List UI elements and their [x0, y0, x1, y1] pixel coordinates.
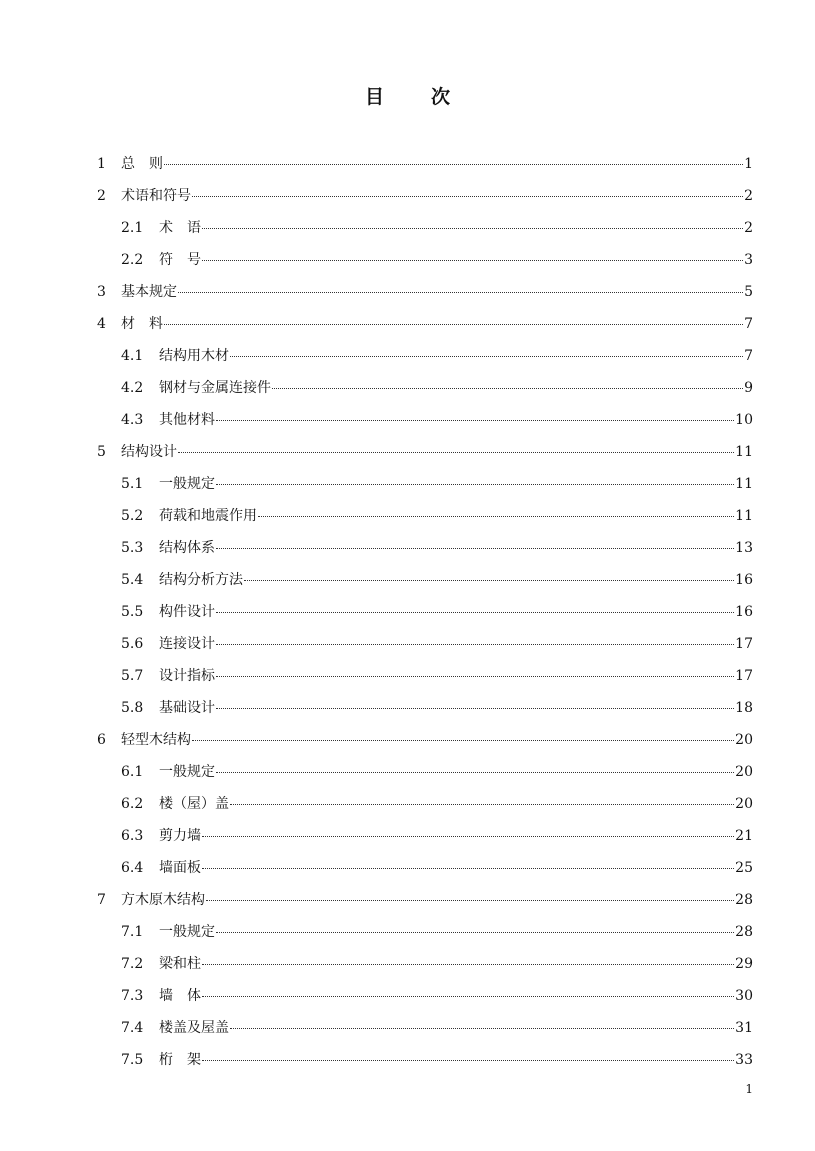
toc-entry-number: 2.2 [121, 252, 144, 268]
toc-entry[interactable] [97, 500, 753, 532]
toc-entry-number: 6.4 [121, 860, 144, 876]
toc-entry-number: 5.5 [121, 604, 144, 620]
toc-dot-leader [216, 676, 734, 677]
toc-entry-page: 16 [735, 572, 753, 588]
toc-entry-page: 20 [735, 732, 753, 748]
toc-entry-page: 16 [735, 604, 753, 620]
toc-entry-number: 4 [97, 316, 106, 332]
toc-entry-page: 30 [735, 988, 753, 1004]
toc-entry[interactable] [97, 308, 753, 340]
toc-entry[interactable] [97, 1044, 753, 1076]
toc-entry[interactable] [97, 596, 753, 628]
toc-entry[interactable] [97, 916, 753, 948]
toc-entry-number: 6.3 [121, 828, 144, 844]
toc-entry-number: 7 [97, 892, 106, 908]
toc-dot-leader [216, 772, 734, 773]
toc-entry[interactable] [97, 884, 753, 916]
toc-entry-label: 荷载和地震作用 [159, 508, 257, 524]
toc-entry[interactable] [97, 692, 753, 724]
toc-entry-label: 一般规定 [159, 764, 215, 780]
toc-dot-leader [230, 356, 743, 357]
toc-entry-page: 9 [744, 380, 753, 396]
toc-entry-number: 5.1 [121, 476, 144, 492]
toc-entry-page: 7 [744, 316, 753, 332]
toc-entry-page: 13 [735, 540, 753, 556]
toc-entry-page: 21 [735, 828, 753, 844]
toc-dot-leader [202, 228, 743, 229]
toc-dot-leader [216, 932, 734, 933]
toc-entry[interactable] [97, 468, 753, 500]
toc-entry-number: 2 [97, 188, 106, 204]
toc-entry-page: 7 [744, 348, 753, 364]
toc-entry-label: 结构设计 [121, 444, 177, 460]
toc-entry[interactable] [97, 276, 753, 308]
toc-entry-number: 7.3 [121, 988, 144, 1004]
toc-entry-page: 25 [735, 860, 753, 876]
toc-entry-number: 4.2 [121, 380, 144, 396]
toc-entry-number: 5.4 [121, 572, 144, 588]
toc-entry-label: 钢材与金属连接件 [159, 380, 271, 396]
toc-entry[interactable] [97, 948, 753, 980]
toc-entry-page: 17 [735, 636, 753, 652]
toc-dot-leader [192, 740, 734, 741]
toc-entry-page: 18 [735, 700, 753, 716]
toc-entry-label: 一般规定 [159, 476, 215, 492]
toc-entry[interactable] [97, 1012, 753, 1044]
toc-entry-page: 5 [744, 284, 753, 300]
toc-entry-page: 33 [735, 1052, 753, 1068]
toc-entry-number: 5.8 [121, 700, 144, 716]
toc-entry-label: 符 号 [159, 252, 201, 268]
toc-dot-leader [178, 292, 743, 293]
toc-entry[interactable] [97, 724, 753, 756]
toc-entry-label: 基础设计 [159, 700, 215, 716]
toc-entry[interactable] [97, 436, 753, 468]
toc-entry-number: 7.4 [121, 1020, 144, 1036]
toc-entry-label: 方木原木结构 [121, 892, 205, 908]
toc-entry-page: 31 [735, 1020, 753, 1036]
toc-dot-leader [202, 836, 734, 837]
toc-dot-leader [202, 1060, 734, 1061]
toc-entry-label: 术 语 [159, 220, 201, 236]
toc-entry-page: 3 [744, 252, 753, 268]
toc-entry-label: 结构用木材 [159, 348, 229, 364]
toc-entry[interactable] [97, 756, 753, 788]
toc-entry-number: 5.7 [121, 668, 144, 684]
toc-entry-page: 20 [735, 796, 753, 812]
toc-dot-leader [230, 1028, 734, 1029]
page-number: 1 [745, 1082, 753, 1096]
toc-entry[interactable] [97, 212, 753, 244]
toc-dot-leader [230, 804, 734, 805]
toc-dot-leader [202, 996, 734, 997]
toc-entry-label: 轻型木结构 [121, 732, 191, 748]
toc-entry-page: 28 [735, 892, 753, 908]
toc-entry-page: 11 [735, 508, 753, 524]
toc-dot-leader [178, 452, 734, 453]
toc-entry[interactable] [97, 564, 753, 596]
toc-entry[interactable] [97, 340, 753, 372]
toc-dot-leader [244, 580, 734, 581]
toc-dot-leader [272, 388, 743, 389]
toc-entry[interactable] [97, 372, 753, 404]
toc-entry-number: 7.5 [121, 1052, 144, 1068]
toc-entry-page: 20 [735, 764, 753, 780]
toc-entry-label: 墙 体 [159, 988, 201, 1004]
toc-entry-number: 6.1 [121, 764, 144, 780]
toc-entry-number: 4.1 [121, 348, 144, 364]
toc-entry-label: 基本规定 [121, 284, 177, 300]
toc-entry[interactable] [97, 788, 753, 820]
toc-entry-number: 6 [97, 732, 106, 748]
toc-entry[interactable] [97, 532, 753, 564]
toc-dot-leader [164, 324, 743, 325]
toc-entry[interactable] [97, 820, 753, 852]
page-title: 目 次 [364, 86, 464, 108]
toc-entry-number: 4.3 [121, 412, 144, 428]
toc-dot-leader [202, 260, 743, 261]
toc-entry-label: 一般规定 [159, 924, 215, 940]
toc-dot-leader [206, 900, 734, 901]
toc-entry[interactable] [97, 148, 753, 180]
toc-entry[interactable] [97, 852, 753, 884]
toc-dot-leader [164, 164, 743, 165]
toc-entry-label: 剪力墙 [159, 828, 201, 844]
toc-entry-number: 1 [97, 156, 106, 172]
toc-entry-label: 总 则 [121, 156, 163, 172]
toc-entry-label: 连接设计 [159, 636, 215, 652]
toc-dot-leader [216, 612, 734, 613]
toc-dot-leader [202, 868, 734, 869]
toc-entry[interactable] [97, 244, 753, 276]
toc-entry-number: 3 [97, 284, 106, 300]
toc-entry[interactable] [97, 180, 753, 212]
toc-entry-page: 17 [735, 668, 753, 684]
table-of-contents [97, 148, 753, 1076]
toc-entry-label: 设计指标 [159, 668, 215, 684]
toc-dot-leader [202, 964, 734, 965]
toc-entry-number: 5.6 [121, 636, 144, 652]
toc-entry[interactable] [97, 628, 753, 660]
toc-dot-leader [216, 708, 734, 709]
toc-entry-page: 1 [744, 156, 753, 172]
toc-entry-page: 29 [735, 956, 753, 972]
toc-entry-page: 10 [735, 412, 753, 428]
toc-dot-leader [192, 196, 743, 197]
toc-entry-label: 结构体系 [159, 540, 215, 556]
toc-dot-leader [216, 548, 734, 549]
toc-entry-label: 梁和柱 [159, 956, 201, 972]
toc-entry-page: 11 [735, 476, 753, 492]
toc-entry-number: 2.1 [121, 220, 144, 236]
toc-entry-number: 7.2 [121, 956, 144, 972]
toc-entry-page: 11 [735, 444, 753, 460]
toc-entry-number: 5.3 [121, 540, 144, 556]
toc-entry-number: 5 [97, 444, 106, 460]
toc-entry-number: 6.2 [121, 796, 144, 812]
toc-entry-label: 结构分析方法 [159, 572, 243, 588]
toc-dot-leader [216, 420, 734, 421]
toc-entry-label: 桁 架 [159, 1052, 201, 1068]
toc-entry-label: 术语和符号 [121, 188, 191, 204]
toc-entry[interactable] [97, 660, 753, 692]
toc-entry[interactable] [97, 980, 753, 1012]
toc-entry-page: 2 [744, 220, 753, 236]
toc-entry-label: 楼盖及屋盖 [159, 1020, 229, 1036]
toc-entry-page: 2 [744, 188, 753, 204]
toc-entry-label: 其他材料 [159, 412, 215, 428]
toc-entry-label: 材 料 [121, 316, 163, 332]
toc-entry-label: 楼（屋）盖 [159, 796, 229, 812]
toc-dot-leader [216, 644, 734, 645]
toc-entry-label: 构件设计 [159, 604, 215, 620]
toc-entry-number: 5.2 [121, 508, 144, 524]
toc-entry[interactable] [97, 404, 753, 436]
toc-dot-leader [216, 484, 734, 485]
toc-entry-number: 7.1 [121, 924, 144, 940]
toc-entry-label: 墙面板 [159, 860, 201, 876]
toc-entry-page: 28 [735, 924, 753, 940]
toc-dot-leader [258, 516, 734, 517]
